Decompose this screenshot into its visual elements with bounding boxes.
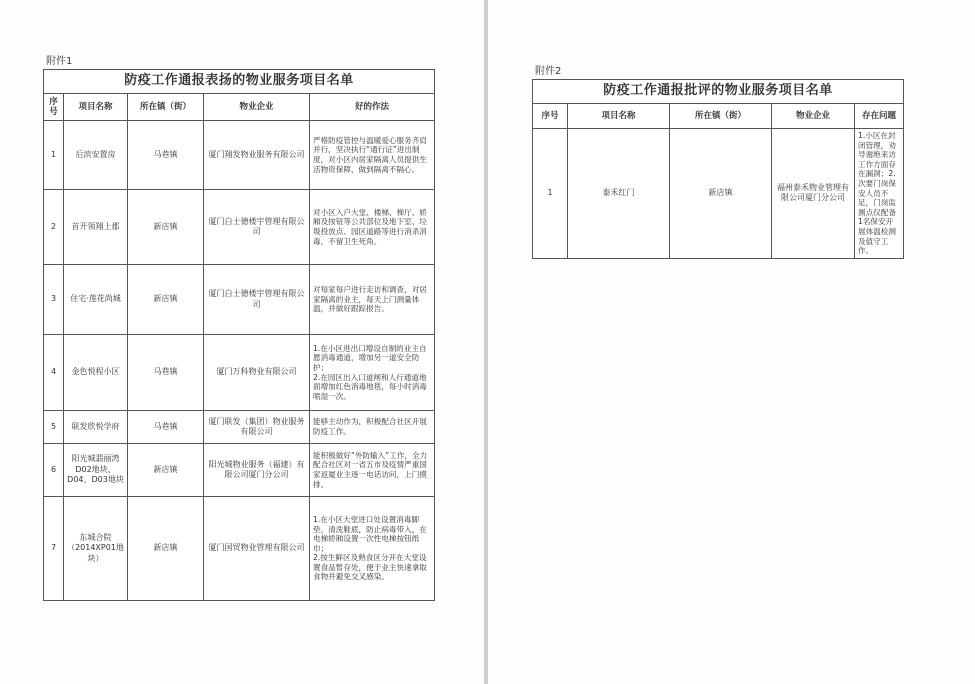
town-name: 马巷镇 [128, 411, 204, 444]
good-practice: 对每家每户进行走访和调查，对居家隔离的业主，每天上门测量体温，并做好跟踪报告。 [310, 265, 435, 335]
table-row [44, 265, 435, 335]
table-row [44, 121, 435, 190]
row-number: 1 [533, 129, 568, 259]
project-name: 首开领翔上郡 [64, 190, 128, 265]
town-name: 马巷镇 [128, 121, 204, 190]
good-practice: 能积极做好“外防输入”工作，全力配合社区对一省五市及疫情严重国家返厦业主逐一电话访问，上门摸排。 [310, 444, 435, 497]
criticism-table [532, 79, 904, 259]
table-row [44, 444, 435, 497]
table-row [44, 190, 435, 265]
existing-problem: 1.小区在封闭管理，劝导谢绝来访工作方面存在漏洞；2.次要门岗保安人员不足，门岗监测点仅配备1名保安开展体温检测及值守工作。 [855, 129, 904, 259]
company-name: 厦门白士德楼宇管理有限公司 [204, 265, 310, 335]
column-header: 所在镇（街） [670, 104, 772, 129]
column-header: 物业企业 [204, 94, 310, 121]
table-row [44, 497, 435, 601]
town-name: 新店镇 [128, 265, 204, 335]
project-name: 泰禾红门 [568, 129, 670, 259]
row-number: 7 [44, 497, 64, 601]
column-header: 物业企业 [772, 104, 855, 129]
annex-label: 附件1 [46, 56, 73, 67]
company-name: 阳光城物业服务（福建）有限公司厦门分公司 [204, 444, 310, 497]
annex-label: 附件2 [535, 66, 562, 77]
project-name: 阳光城翡丽湾D02地块、D04、D03地块 [64, 444, 128, 497]
column-header: 序号 [44, 94, 64, 121]
column-header: 存在问题 [855, 104, 904, 129]
column-header: 项目名称 [64, 94, 128, 121]
good-practice: 能够主动作为，积极配合社区开展防疫工作。 [310, 411, 435, 444]
project-name: 后滨安置房 [64, 121, 128, 190]
row-number: 4 [44, 335, 64, 411]
table-title: 防疫工作通报批评的物业服务项目名单 [533, 80, 904, 104]
good-practice: 1.在小区进出口增设自制的业主自愿消毒通道，增加另一道安全防护； 2.在园区出入口道闸和人行通道地面增加红色消毒地毯，每小时消毒喷湿一次。 [310, 335, 435, 411]
project-name: 东城合院（2014XP01地块） [64, 497, 128, 601]
column-header: 项目名称 [568, 104, 670, 129]
company-name: 厦门翔发物业服务有限公司 [204, 121, 310, 190]
good-practice: 严格防疫管控与温暖爱心服务齐肩并行，坚决执行“通行证”进出制度，对小区内居家隔离人员提供生活物资保障，做到隔离不隔心。 [310, 121, 435, 190]
project-name: 住宅·莲花尚城 [64, 265, 128, 335]
company-name: 福州泰禾物业管理有限公司厦门分公司 [772, 129, 855, 259]
column-header: 序号 [533, 104, 568, 129]
row-number: 1 [44, 121, 64, 190]
project-name: 金色悦程小区 [64, 335, 128, 411]
company-name: 厦门白士德楼宇管理有限公司 [204, 190, 310, 265]
town-name: 马巷镇 [128, 335, 204, 411]
column-header: 好的作法 [310, 94, 435, 121]
column-header: 所在镇（街） [128, 94, 204, 121]
town-name: 新店镇 [128, 190, 204, 265]
commendation-table [43, 69, 435, 601]
project-name: 联发欣悦学府 [64, 411, 128, 444]
company-name: 厦门万科物业有限公司 [204, 335, 310, 411]
table-title: 防疫工作通报表扬的物业服务项目名单 [44, 70, 435, 94]
town-name: 新店镇 [670, 129, 772, 259]
company-name: 厦门国贸物业管理有限公司 [204, 497, 310, 601]
table-row [44, 411, 435, 444]
town-name: 新店镇 [128, 497, 204, 601]
table-row [44, 335, 435, 411]
row-number: 5 [44, 411, 64, 444]
header-row [44, 94, 435, 121]
table-row [533, 129, 904, 259]
row-number: 3 [44, 265, 64, 335]
row-number: 2 [44, 190, 64, 265]
company-name: 厦门联发（集团）物业服务有限公司 [204, 411, 310, 444]
row-number: 6 [44, 444, 64, 497]
good-practice: 1.在小区大堂进口处设置消毒脚垫，清洗鞋底，防止病毒带入，在电梯轿厢设置一次性电梯按钮纸巾； 2.按生鲜区及熟食区分开在大堂设置食品暂存处，便于业主快速拿取食物并避免交叉感染。 [310, 497, 435, 601]
town-name: 新店镇 [128, 444, 204, 497]
header-row [533, 104, 904, 129]
good-practice: 对小区入户大堂、楼梯、梯厅、轿厢及按钮等公共部位及地下室、垃圾投放点、园区道路等进行消杀消毒，不留卫生死角。 [310, 190, 435, 265]
